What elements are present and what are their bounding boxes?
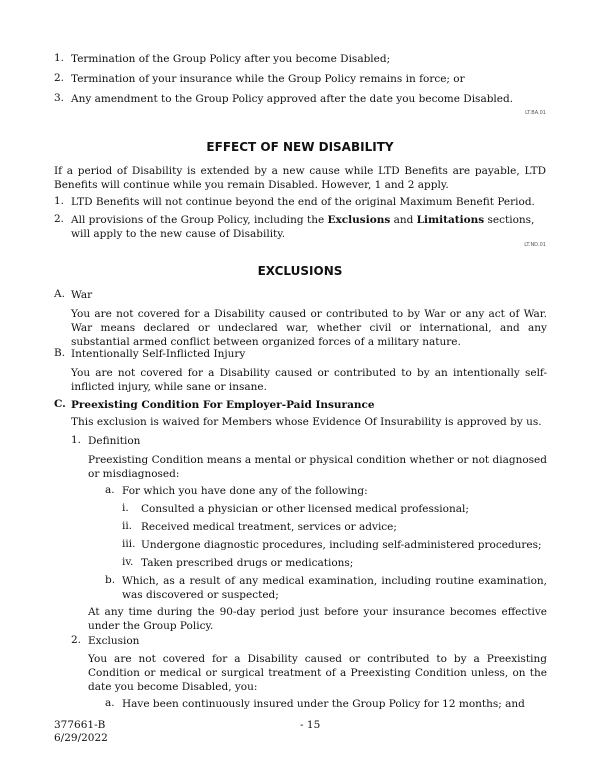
list-letter: C. xyxy=(54,398,66,410)
definition-text: Preexisting Condition means a mental or physical condition whether or not diagnosed or misdiagnosed: xyxy=(88,454,547,480)
text-segment: and xyxy=(390,214,417,226)
definition-subitem: Received medical treatment, services or advice; xyxy=(141,521,397,533)
list-letter: A. xyxy=(54,288,65,300)
list-item-text: Termination of your insurance while the Group Policy remains in force; or xyxy=(71,73,465,85)
definition-subitem: Taken prescribed drugs or medications; xyxy=(141,557,354,569)
list-letter: b. xyxy=(105,574,116,586)
exclusion-a-title: War xyxy=(71,289,93,301)
form-code: LT.BA.01 xyxy=(525,110,546,116)
section-heading-effect: EFFECT OF NEW DISABILITY xyxy=(206,140,394,154)
definition-b-text: Which, as a result of any medical examination, including routine examination, was discovered or suspected; xyxy=(122,575,547,601)
list-number: 1. xyxy=(71,434,82,446)
list-item-text: Termination of the Group Policy after you become Disabled; xyxy=(71,53,391,65)
definition-subitem: Undergone diagnostic procedures, including self-administered procedures; xyxy=(141,539,542,551)
text-segment: sections, will apply to the new cause of Disability. xyxy=(71,214,535,240)
effect-item-1: LTD Benefits will not continue beyond the end of the original Maximum Benefit Period. xyxy=(71,196,535,208)
list-letter: a. xyxy=(105,697,115,709)
list-number: 1. xyxy=(54,195,65,207)
exclusion-b-title: Intentionally Self-Inflicted Injury xyxy=(71,348,246,360)
list-number: 1. xyxy=(54,52,65,64)
exclusion-a-text: Have been continuously insured under the Group Policy for 12 months; and xyxy=(122,698,525,710)
list-number: 2. xyxy=(71,634,82,646)
footer-doc-id: 377661-B xyxy=(54,719,106,731)
list-letter: B. xyxy=(54,347,66,359)
form-code: LT.ND.01 xyxy=(524,242,546,248)
definition-title: Definition xyxy=(88,435,141,447)
exclusion-c-text: This exclusion is waived for Members whose Evidence Of Insurability is approved by us. xyxy=(71,416,542,428)
exclusion-title: Exclusion xyxy=(88,635,140,647)
roman-numeral: i. xyxy=(122,502,129,514)
definition-subitem: Consulted a physician or other licensed medical professional; xyxy=(141,503,469,515)
exclusions-ref: Exclusions xyxy=(327,214,391,226)
effect-intro: If a period of Disability is extended by a new cause while LTD Benefits are payable, LTD Benefits will continue while you remain Disabled. However, 1 and 2 apply. xyxy=(54,165,546,191)
exclusion-text: You are not covered for a Disability caused or contributed to by a Preexisting Condition or medical or surgical treatment of a Preexisting Condition unless, on the date you become Disabled, you: xyxy=(88,653,547,693)
list-item-text: Any amendment to the Group Policy approved after the date you become Disabled. xyxy=(71,93,514,105)
definition-a-text: For which you have done any of the following: xyxy=(122,485,368,497)
page-number: - 15 xyxy=(300,719,321,731)
roman-numeral: iii. xyxy=(122,538,136,550)
exclusion-b-text: You are not covered for a Disability caused or contributed to by an intentionally self-inflicted injury, while sane or insane. xyxy=(71,367,547,393)
exclusion-a-text: You are not covered for a Disability caused or contributed to by War or any act of War. War means declared or undeclared war, whether civil or international, and any substantial armed conflict between organized forces of a military nature. xyxy=(71,308,547,348)
list-number: 2. xyxy=(54,213,65,225)
roman-numeral: iv. xyxy=(122,556,134,568)
effect-item-2 xyxy=(71,213,547,241)
text-segment: All provisions of the Group Policy, including the xyxy=(71,214,328,226)
limitations-ref: Limitations xyxy=(416,214,485,226)
section-heading-exclusions: EXCLUSIONS xyxy=(257,264,343,278)
definition-period-text: At any time during the 90-day period just before your insurance becomes effective under the Group Policy. xyxy=(88,606,547,632)
footer-date: 6/29/2022 xyxy=(54,732,108,744)
list-number: 2. xyxy=(54,72,65,84)
list-number: 3. xyxy=(54,92,65,104)
exclusion-c-title: Preexisting Condition For Employer-Paid Insurance xyxy=(71,399,375,411)
list-letter: a. xyxy=(105,484,115,496)
roman-numeral: ii. xyxy=(122,520,133,532)
